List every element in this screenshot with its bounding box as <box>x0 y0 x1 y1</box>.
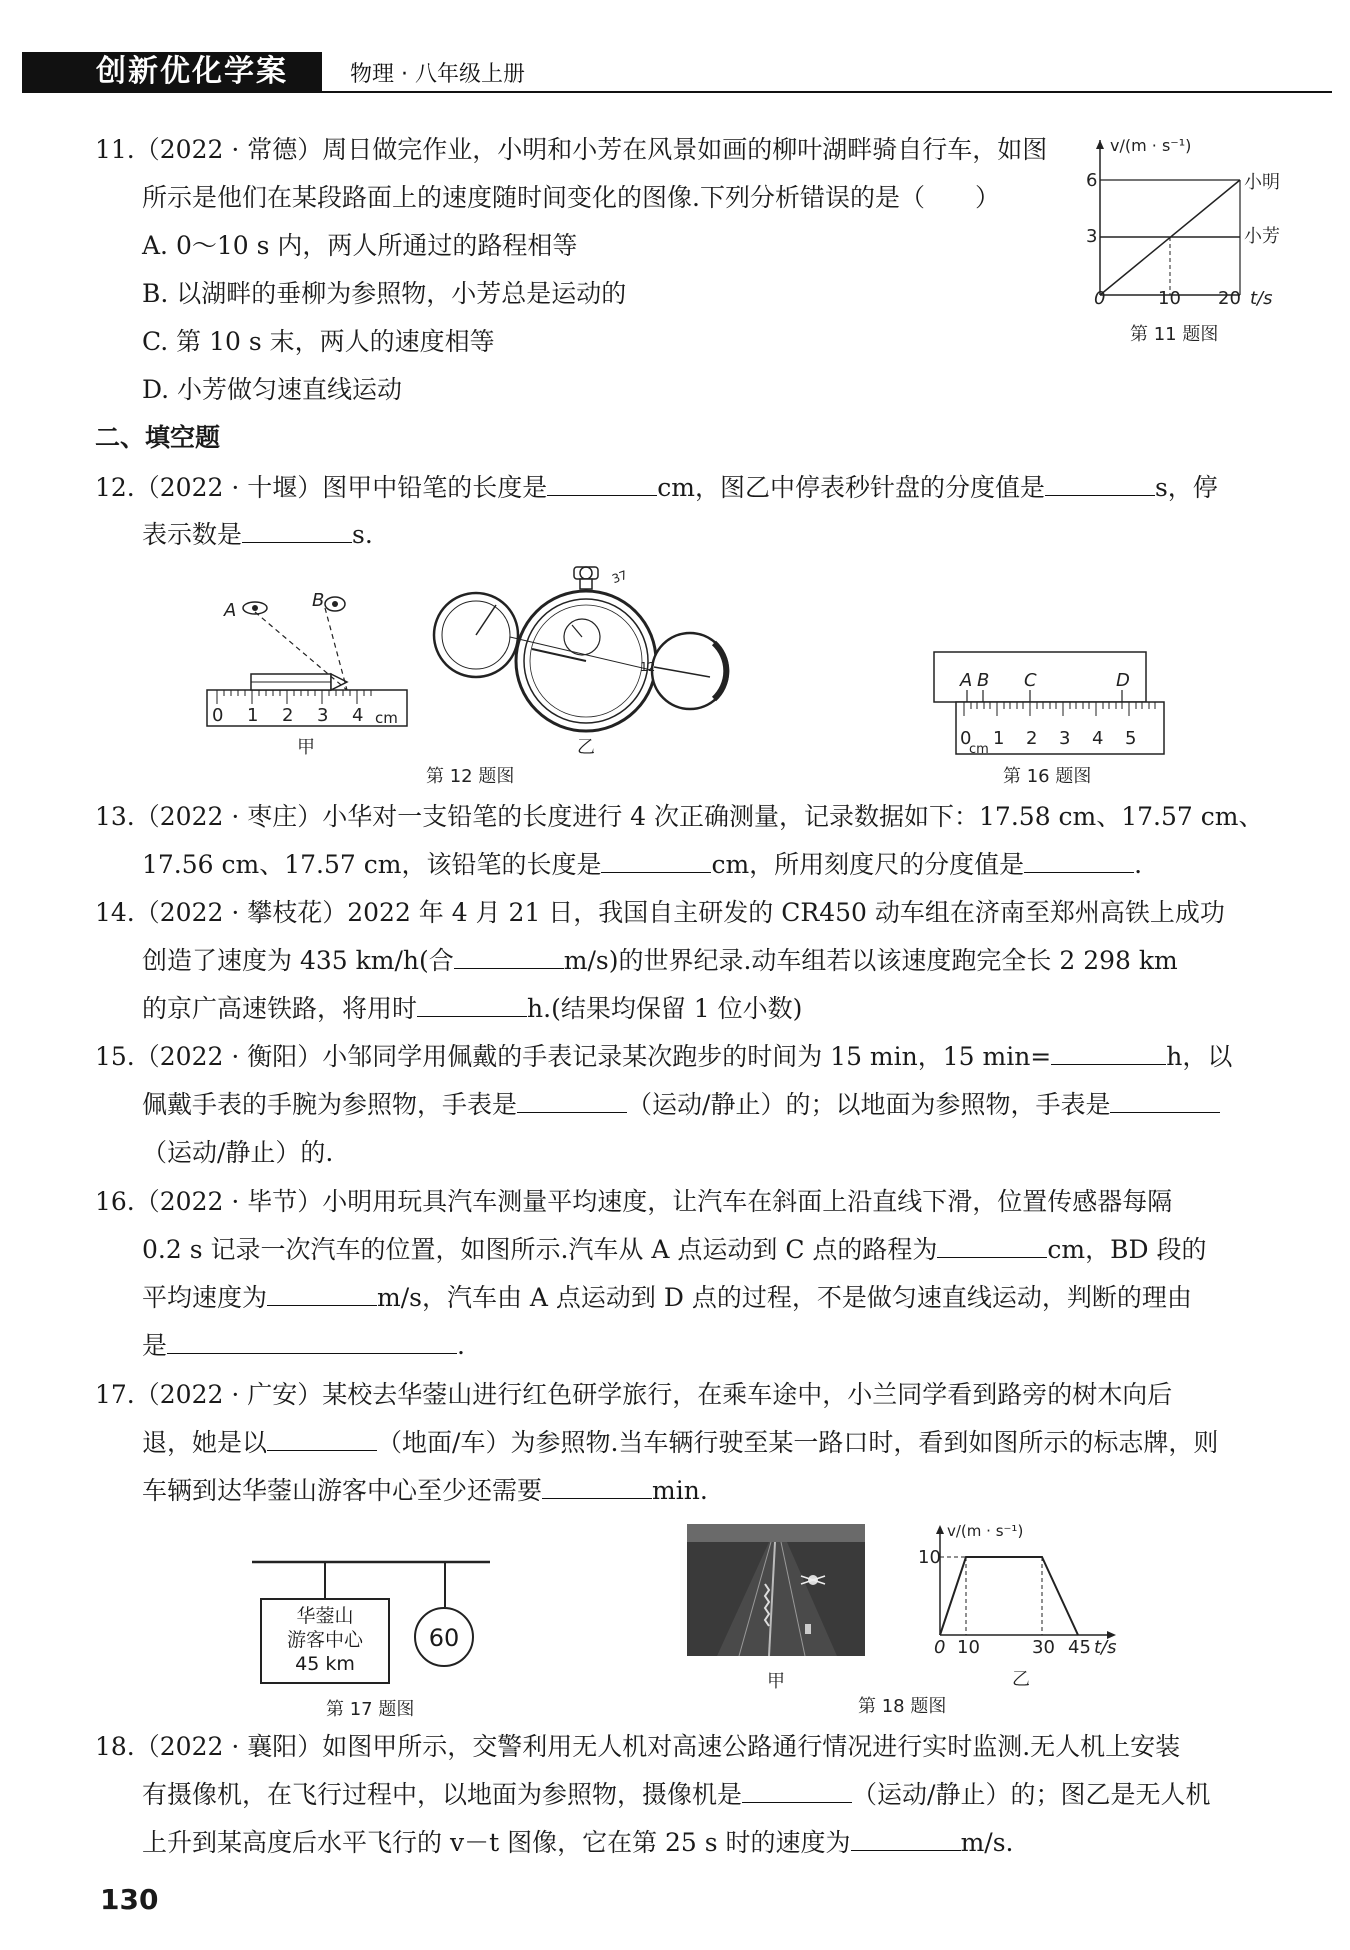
q13-blank-1[interactable] <box>601 848 711 873</box>
q16-ruler-1: 1 <box>993 728 1005 749</box>
q12-ruler-label-1: 1 <box>247 705 259 726</box>
q12-caption: 第 12 题图 <box>426 766 515 787</box>
q18-line2: 有摄像机，在飞行过程中，以地面为参照物，摄像机是 （运动/静止）的；图乙是无人机 <box>142 1780 1211 1809</box>
q12-ruler-label-2: 2 <box>282 705 294 726</box>
q14-line3: 的京广高速铁路，将用时 h.(结果均保留 1 位小数) <box>142 994 803 1023</box>
q17-line1: 17.（2022 · 广安）某校去华蓥山进行红色研学旅行，在乘车途中，小兰同学看到路旁的树木向后 <box>95 1380 1173 1409</box>
q16-ruler-unit: cm <box>969 742 989 757</box>
q11-line2: 所示是他们在某段路面上的速度随时间变化的图像.下列分析错误的是（ ） <box>142 183 1000 212</box>
q16-point-c: C <box>1024 670 1037 691</box>
q15-blank-1[interactable] <box>1051 1040 1166 1065</box>
q11-y-tick-3: 3 <box>1086 226 1098 247</box>
q11-y-tick-6: 6 <box>1086 170 1098 191</box>
q13-blank-2[interactable] <box>1024 848 1134 873</box>
q16-point-b: B <box>977 670 990 691</box>
q16-ruler-0: 0 <box>960 728 972 749</box>
q11-y-axis-label: v/(m · s⁻¹) <box>1110 136 1192 155</box>
q11-caption: 第 11 题图 <box>1130 324 1219 345</box>
page-number: 130 <box>100 1883 159 1916</box>
q18-blank-1[interactable] <box>742 1778 852 1803</box>
q11-x-tick-20: 20 <box>1218 288 1241 309</box>
q12-blank-1[interactable] <box>547 471 657 496</box>
q18-y-tick-10: 10 <box>918 1547 941 1568</box>
q15-line1: 15.（2022 · 衡阳）小邹同学用佩戴的手表记录某次跑步的时间为 15 min，15 min= h，以 <box>95 1042 1233 1071</box>
q17-line3: 车辆到达华蓥山游客中心至少还需要 min. <box>142 1476 708 1505</box>
q18-origin: 0 <box>934 1637 946 1658</box>
q14-line2: 创造了速度为 435 km/h(合 m/s)的世界纪录.动车组若以该速度跑完全长 2 298 km <box>142 946 1178 975</box>
q16-point-a: A <box>960 670 973 691</box>
q12-line1: 12.（2022 · 十堰）图甲中铅笔的长度是 cm，图乙中停表秒针盘的分度值是 s，停 <box>95 473 1218 502</box>
q16-line1: 16.（2022 · 毕节）小明用玩具汽车测量平均速度，让汽车在斜面上沿直线下滑，位置传感器每隔 <box>95 1187 1173 1216</box>
q14-line1: 14.（2022 · 攀枝花）2022 年 4 月 21 日，我国自主研发的 CR450 动车组在济南至郑州高铁上成功 <box>95 898 1225 927</box>
q16-ruler-3: 3 <box>1059 728 1071 749</box>
q12-ruler-unit: cm <box>375 709 398 727</box>
q12-sw-zoom-37: 37 <box>610 567 630 587</box>
q16-blank-2[interactable] <box>267 1281 377 1306</box>
q18-highway-drone-photo <box>687 1524 865 1656</box>
q12-line2: 表示数是 s. <box>142 520 373 549</box>
q12-fig-jia: 甲 <box>297 737 315 758</box>
q16-point-d: D <box>1116 670 1130 691</box>
q17-blank-1[interactable] <box>267 1426 377 1451</box>
q17-destination-sign <box>260 1598 390 1684</box>
q12-eye-a-label: A <box>224 600 237 621</box>
q18-vt-graph <box>930 1525 1130 1650</box>
q16-blank-1[interactable] <box>937 1233 1047 1258</box>
book-subtitle: 物理 · 八年级上册 <box>350 62 525 87</box>
q11-option-a: A. 0～10 s 内，两人所通过的路程相等 <box>142 231 578 260</box>
q13-line2: 17.56 cm、17.57 cm，该铅笔的长度是 cm，所用刻度尺的分度值是 . <box>142 850 1143 879</box>
q13-line1: 13.（2022 · 枣庄）小华对一支铅笔的长度进行 4 次正确测量，记录数据如下：17.58 cm、17.57 cm、 <box>95 802 1264 831</box>
q18-caption: 第 18 题图 <box>858 1696 947 1717</box>
q12-eye-b-label: B <box>312 590 325 611</box>
q12-blank-2[interactable] <box>1045 471 1155 496</box>
q18-x-tick-10: 10 <box>957 1637 980 1658</box>
series-title: 创新优化学案 <box>96 54 288 89</box>
q11-option-c: C. 第 10 s 末，两人的速度相等 <box>142 327 495 356</box>
q12-ruler-label-0: 0 <box>212 705 224 726</box>
q17-sign-line1: 华蓥山 <box>296 1605 354 1627</box>
q11-x-axis-label: t/s <box>1250 288 1273 309</box>
q18-series-line <box>940 1557 1078 1635</box>
q18-x-tick-45: 45 <box>1068 1637 1091 1658</box>
q11-x-tick-10: 10 <box>1158 288 1181 309</box>
q14-blank-1[interactable] <box>454 944 564 969</box>
q12-ruler-label-4: 4 <box>352 705 364 726</box>
q18-fig-yi: 乙 <box>1012 1669 1030 1690</box>
q17-caption: 第 17 题图 <box>326 1699 415 1720</box>
q16-line3: 平均速度为 m/s，汽车由 A 点运动到 D 点的过程，不是做匀速直线运动，判断的理由 <box>142 1283 1192 1312</box>
q18-line1: 18.（2022 · 襄阳）如图甲所示，交警利用无人机对高速公路通行情况进行实时监测.无人机上安装 <box>95 1732 1181 1761</box>
q15-line2: 佩戴手表的手腕为参照物，手表是 （运动/静止）的；以地面为参照物，手表是 <box>142 1088 1220 1122</box>
q15-blank-3[interactable] <box>1110 1088 1220 1113</box>
q11-series-fang-label: 小芳 <box>1244 226 1280 247</box>
q12-fig-yi: 乙 <box>577 737 595 758</box>
section-fill-in-title: 二、填空题 <box>95 423 221 452</box>
q17-sign-line2: 游客中心 <box>286 1629 363 1651</box>
q16-line4: 是 . <box>142 1331 465 1360</box>
q16-line2: 0.2 s 记录一次汽车的位置，如图所示.汽车从 A 点运动到 C 点的路程为 cm，BD 段的 <box>142 1235 1207 1264</box>
q16-ruler-4: 4 <box>1092 728 1104 749</box>
q11-option-b: B. 以湖畔的垂柳为参照物，小芳总是运动的 <box>142 279 627 308</box>
q17-line2: 退，她是以 （地面/车）为参照物.当车辆行驶至某一路口时，看到如图所示的标志牌，则 <box>142 1428 1219 1457</box>
q11-origin: 0 <box>1094 288 1106 309</box>
q18-y-axis-label: v/(m · s⁻¹) <box>947 1522 1024 1540</box>
q18-fig-jia: 甲 <box>767 1671 785 1692</box>
q17-blank-2[interactable] <box>542 1474 652 1499</box>
q18-x-axis-label: t/s <box>1094 1637 1117 1658</box>
q16-ruler-2: 2 <box>1026 728 1038 749</box>
q12-ruler-label-3: 3 <box>317 705 329 726</box>
header-rule <box>22 91 1332 93</box>
q11-line1: 11.（2022 · 常德）周日做完作业，小明和小芳在风景如画的柳叶湖畔骑自行车，如图 <box>95 135 1048 164</box>
q12-blank-3[interactable] <box>242 518 352 543</box>
stopwatch-icon <box>432 565 742 735</box>
q11-option-d: D. 小芳做匀速直线运动 <box>142 375 403 404</box>
q14-blank-2[interactable] <box>417 992 527 1017</box>
q17-sign-line3: 45 km <box>295 1653 355 1675</box>
q16-caption: 第 16 题图 <box>1003 766 1092 787</box>
q18-x-tick-30: 30 <box>1032 1637 1055 1658</box>
q16-ruler-5: 5 <box>1125 728 1137 749</box>
q11-series-ming-label: 小明 <box>1244 172 1280 193</box>
q15-line3: （运动/静止）的. <box>142 1138 334 1167</box>
q18-blank-2[interactable] <box>851 1826 961 1851</box>
q18-line3: 上升到某高度后水平飞行的 v－t 图像，它在第 25 s 时的速度为 m/s. <box>142 1828 1014 1857</box>
q17-speed-limit-sign: 60 <box>414 1607 474 1667</box>
q16-blank-3[interactable] <box>167 1329 457 1354</box>
q12-sw-zoom-12: 12 <box>640 660 656 674</box>
q15-blank-2[interactable] <box>517 1088 627 1113</box>
